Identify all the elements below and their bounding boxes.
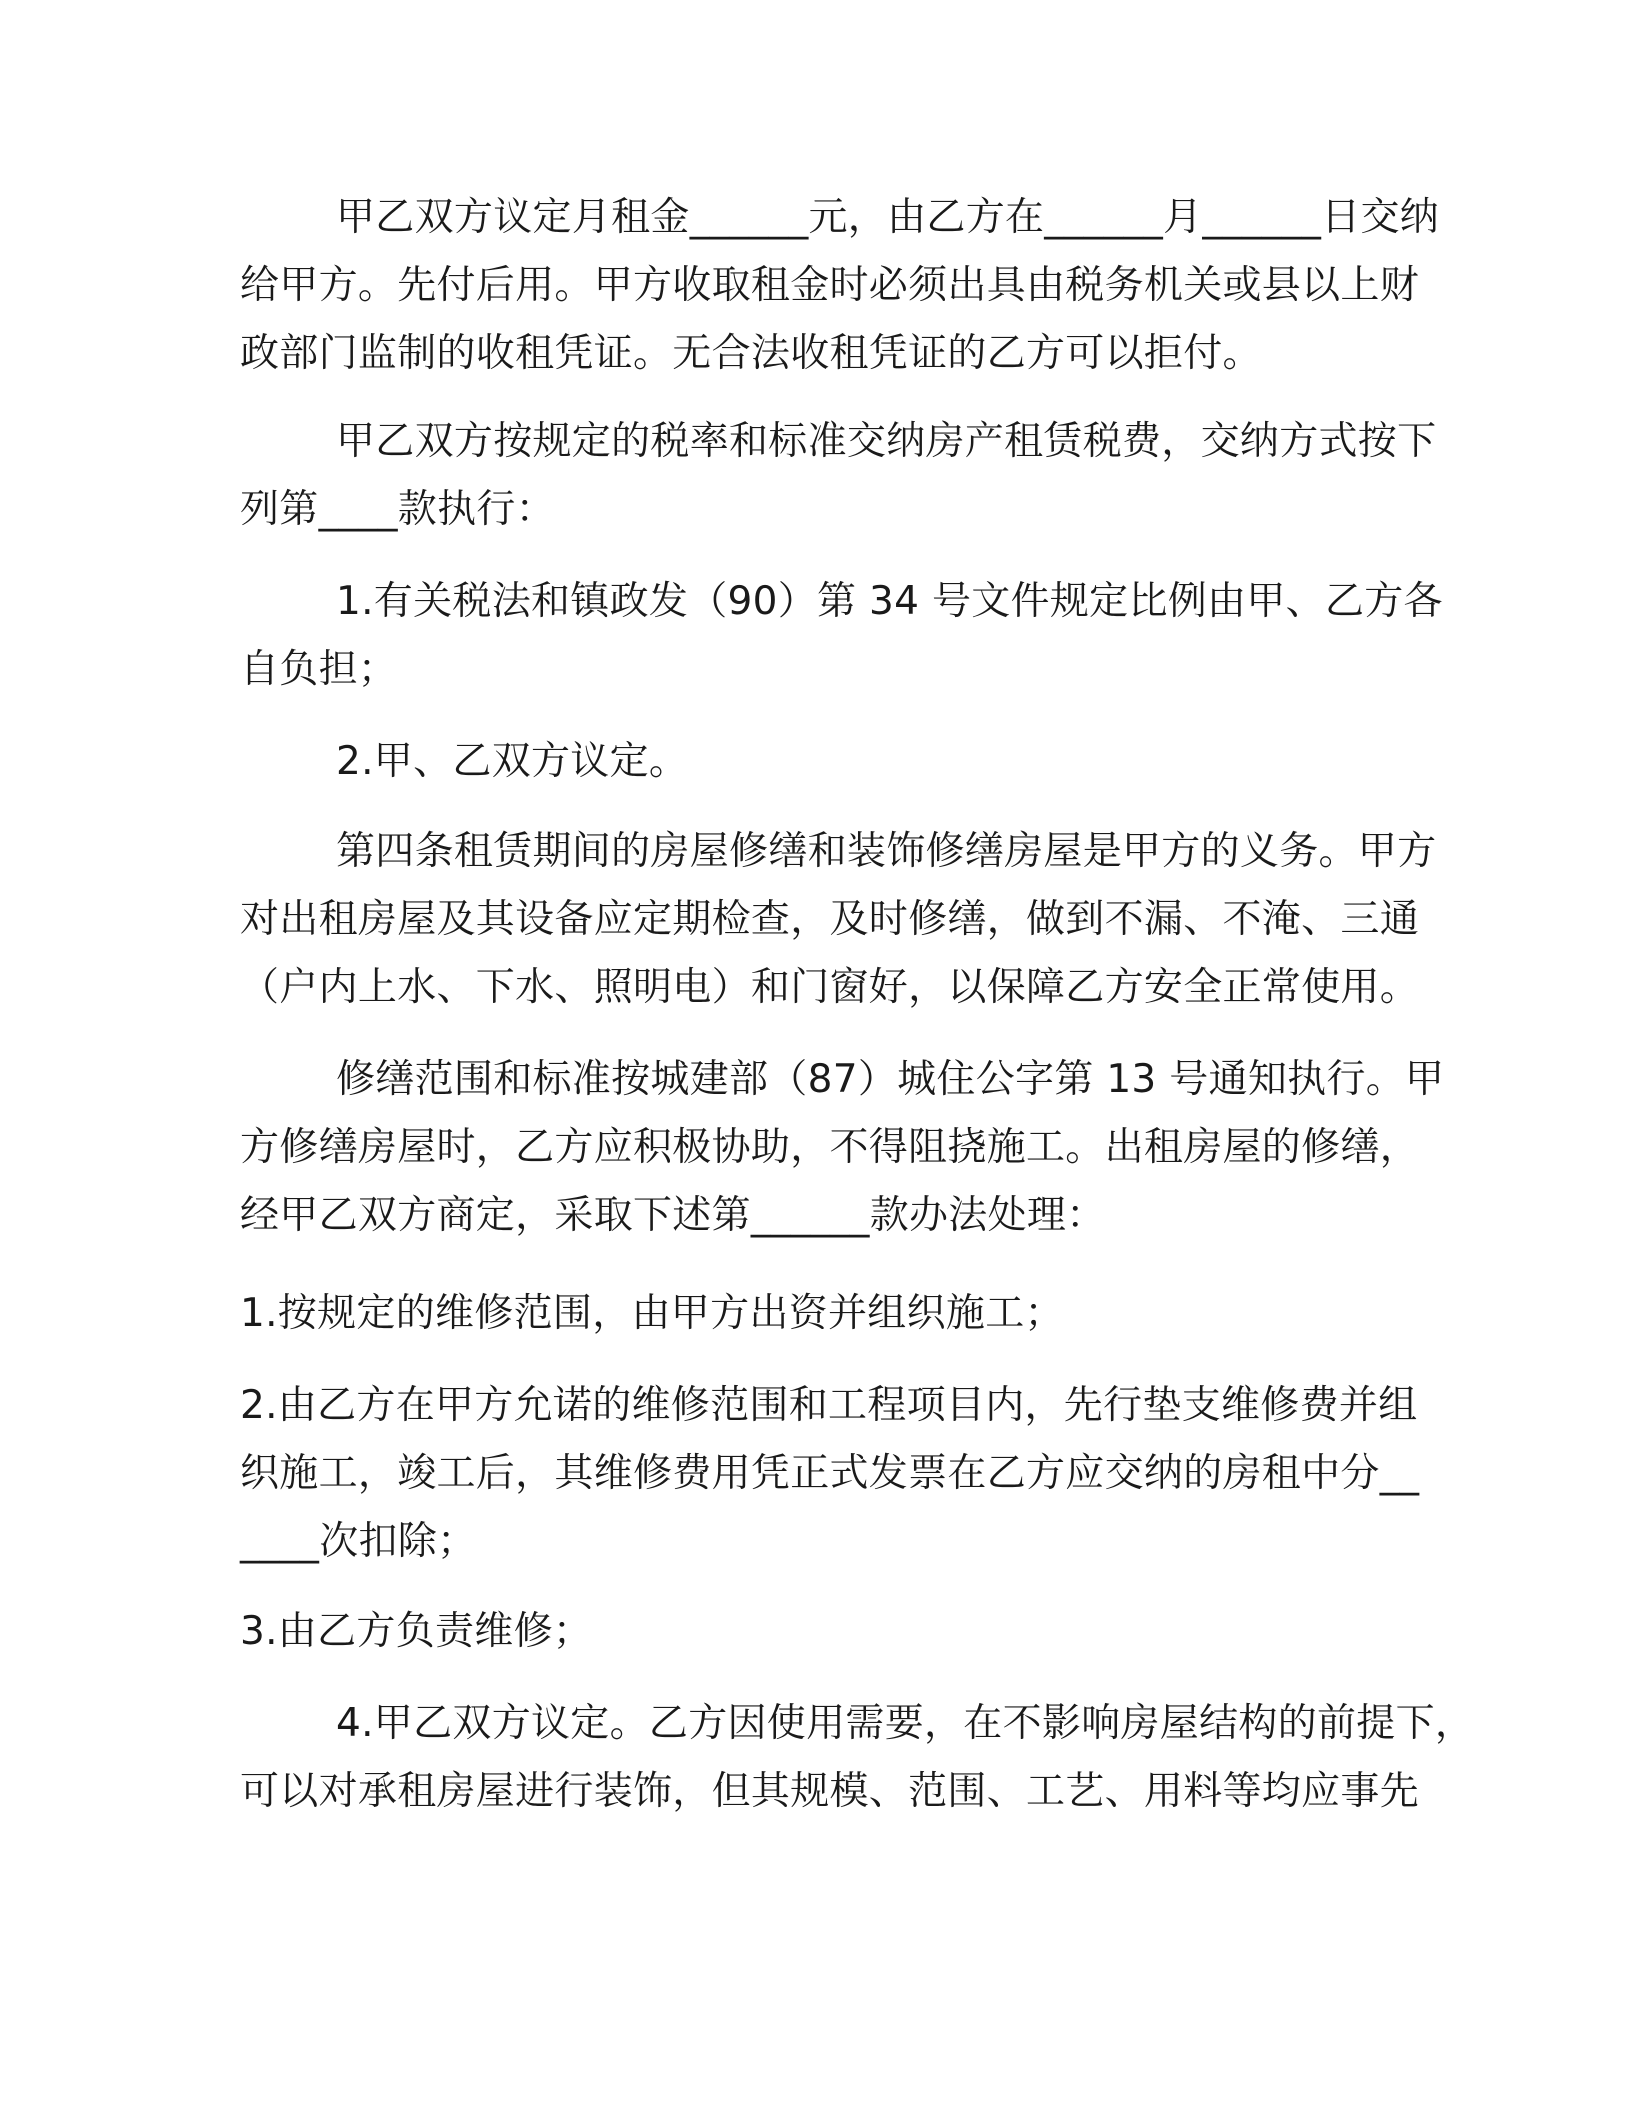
text-line: 甲乙双方议定月租金______元，由乙方在______月______日交纳 <box>336 195 1440 240</box>
text-line: 列第____款执行： <box>240 487 556 532</box>
text-line: 1.有关税法和镇政发（90）第 34 号文件规定比例由甲、乙方各 <box>336 579 1443 624</box>
text-line: 甲乙双方按规定的税率和标准交纳房产租赁税费，交纳方式按下 <box>336 419 1437 464</box>
text-line: 给甲方。先付后用。甲方收取租金时必须出具由税务机关或县以上财 <box>240 263 1420 308</box>
text-line: ____次扣除； <box>240 1519 477 1564</box>
text-line: 织施工，竣工后，其维修费用凭正式发票在乙方应交纳的房租中分__ <box>240 1451 1420 1496</box>
text-line: 对出租房屋及其设备应定期检查，及时修缮，做到不漏、不淹、三通 <box>240 897 1420 942</box>
text-line: （户内上水、下水、照明电）和门窗好，以保障乙方安全正常使用。 <box>240 965 1420 1010</box>
text-line: 可以对承租房屋进行装饰，但其规模、范围、工艺、用料等均应事先 <box>240 1769 1420 1814</box>
text-line: 第四条租赁期间的房屋修缮和装饰修缮房屋是甲方的义务。甲方 <box>336 829 1437 874</box>
text-line: 修缮范围和标准按城建部（87）城住公字第 13 号通知执行。甲 <box>336 1057 1445 1102</box>
text-line: 2.甲、乙双方议定。 <box>336 739 689 784</box>
text-line: 经甲乙双方商定，采取下述第______款办法处理： <box>240 1193 1106 1238</box>
text-line: 3.由乙方负责维修； <box>240 1609 593 1654</box>
text-line: 1.按规定的维修范围，由甲方出资并组织施工； <box>240 1291 1064 1336</box>
text-line: 4.甲乙双方议定。乙方因使用需要，在不影响房屋结构的前提下， <box>336 1701 1475 1746</box>
text-line: 政部门监制的收租凭证。无合法收租凭证的乙方可以拒付。 <box>240 331 1262 376</box>
text-line: 2.由乙方在甲方允诺的维修范围和工程项目内，先行垫支维修费并组 <box>240 1383 1418 1428</box>
text-line: 方修缮房屋时，乙方应积极协助，不得阻挠施工。出租房屋的修缮， <box>240 1125 1420 1170</box>
text-line: 自负担； <box>240 647 398 692</box>
